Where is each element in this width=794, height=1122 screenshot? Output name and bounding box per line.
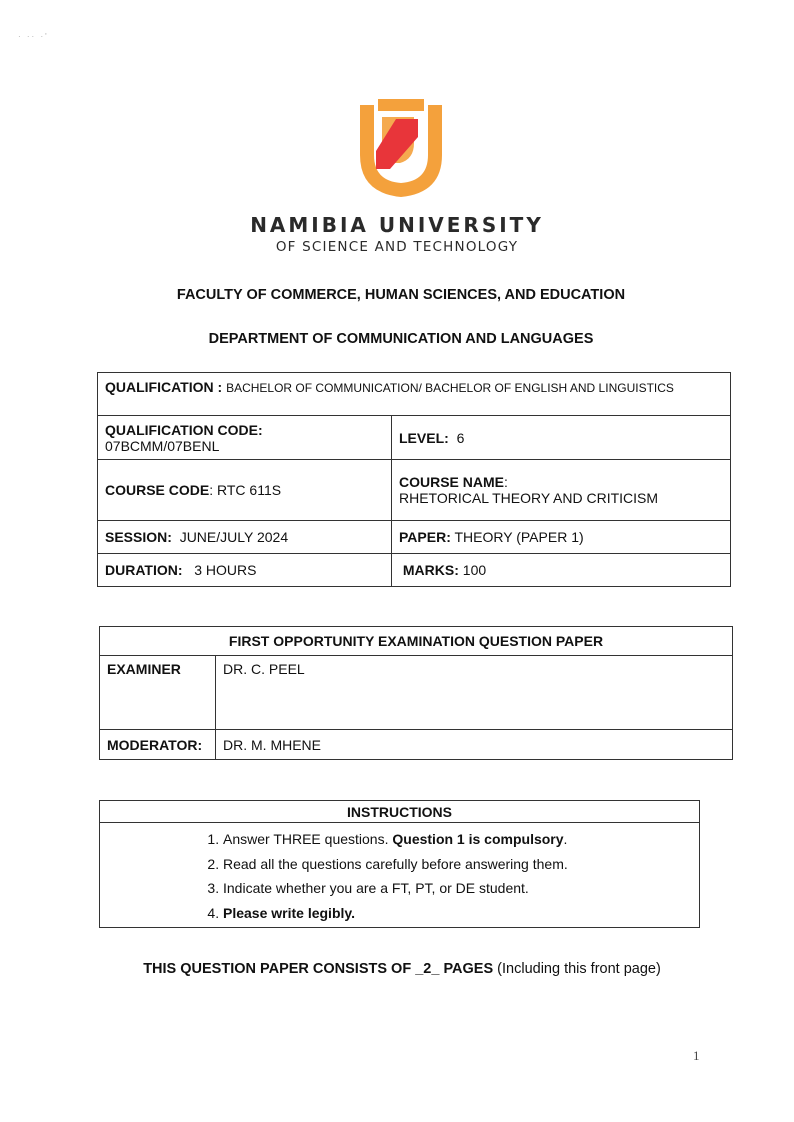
department-heading: DEPARTMENT OF COMMUNICATION AND LANGUAGES bbox=[208, 331, 594, 347]
page-number: 1 bbox=[693, 1048, 700, 1063]
page-count-bold: THIS QUESTION PAPER CONSISTS OF _2_ PAGES bbox=[143, 961, 494, 977]
instruction-1-emphasis: Question 1 is compulsory bbox=[392, 831, 564, 847]
paper-label: PAPER: bbox=[399, 529, 451, 545]
instructions-list bbox=[100, 827, 699, 925]
qualification-cell bbox=[98, 373, 731, 416]
level-value: 6 bbox=[456, 429, 465, 446]
qualification-code-value: 07BCMM/07BENL bbox=[105, 437, 220, 454]
instructions-body bbox=[100, 823, 700, 928]
course-info-table bbox=[97, 372, 731, 587]
course-code-cell bbox=[98, 460, 392, 521]
qualification-label: QUALIFICATION : bbox=[105, 379, 223, 395]
instruction-item: 2. Read all the questions carefully before answering them. bbox=[223, 852, 699, 877]
instruction-item: 3. Indicate whether you are a FT, PT, or DE student. bbox=[223, 876, 699, 901]
duration-cell bbox=[98, 554, 392, 587]
course-code-label: COURSE CODE bbox=[105, 482, 210, 498]
duration-label: DURATION: bbox=[105, 562, 183, 578]
paper-value: THEORY (PAPER 1) bbox=[454, 529, 584, 545]
marks-value: 100 bbox=[462, 562, 487, 578]
course-code-value: : RTC 611S bbox=[209, 482, 282, 498]
examiner-label: EXAMINER bbox=[100, 656, 216, 730]
paper-cell bbox=[392, 521, 731, 554]
course-name-cell bbox=[392, 460, 731, 521]
qualification-code-cell bbox=[98, 416, 392, 460]
level-cell bbox=[392, 416, 731, 460]
instructions-table bbox=[99, 800, 700, 928]
marks-cell bbox=[392, 554, 731, 587]
instruction-4-text: Please write legibly. bbox=[223, 904, 356, 921]
moderator-value: DR. M. MHENE bbox=[216, 730, 733, 760]
qualification-code-label: QUALIFICATION CODE: bbox=[105, 421, 263, 438]
faculty-heading: FACULTY OF COMMERCE, HUMAN SCIENCES, AND EDUCATION bbox=[176, 287, 626, 303]
level-label: LEVEL: bbox=[399, 429, 449, 446]
session-value: JUNE/JULY 2024 bbox=[179, 529, 289, 545]
page-count-note bbox=[0, 961, 794, 977]
moderator-label: MODERATOR: bbox=[100, 730, 216, 760]
qualification-value: BACHELOR OF COMMUNICATION/ BACHELOR OF ENGLISH AND LINGUISTICS bbox=[226, 381, 674, 395]
page-count-parenthetical: (Including this front page) bbox=[497, 961, 661, 977]
instruction-item bbox=[223, 901, 699, 926]
course-name-value: RHETORICAL THEORY AND CRITICISM bbox=[399, 490, 659, 506]
instruction-1-period: . bbox=[563, 831, 568, 847]
university-subtitle: OF SCIENCE AND TECHNOLOGY bbox=[275, 239, 519, 255]
exam-title: FIRST OPPORTUNITY EXAMINATION QUESTION PAPER bbox=[100, 627, 733, 656]
course-name-label: COURSE NAME bbox=[399, 474, 505, 490]
session-cell bbox=[98, 521, 392, 554]
nust-logo-icon bbox=[356, 97, 446, 199]
course-name-colon: : bbox=[504, 474, 508, 490]
duration-value: 3 HOURS bbox=[194, 562, 257, 578]
instructions-title: INSTRUCTIONS bbox=[100, 801, 700, 823]
university-name: NAMIBIA UNIVERSITY bbox=[250, 213, 544, 237]
marks-label: MARKS: bbox=[402, 562, 459, 578]
examiners-table bbox=[99, 626, 733, 760]
instruction-1-text: Answer THREE questions. bbox=[223, 831, 389, 847]
examiner-value: DR. C. PEEL bbox=[216, 656, 733, 730]
scan-speck: · ·· ·' bbox=[18, 32, 49, 41]
instruction-item bbox=[223, 827, 699, 852]
session-label: SESSION: bbox=[105, 529, 172, 545]
